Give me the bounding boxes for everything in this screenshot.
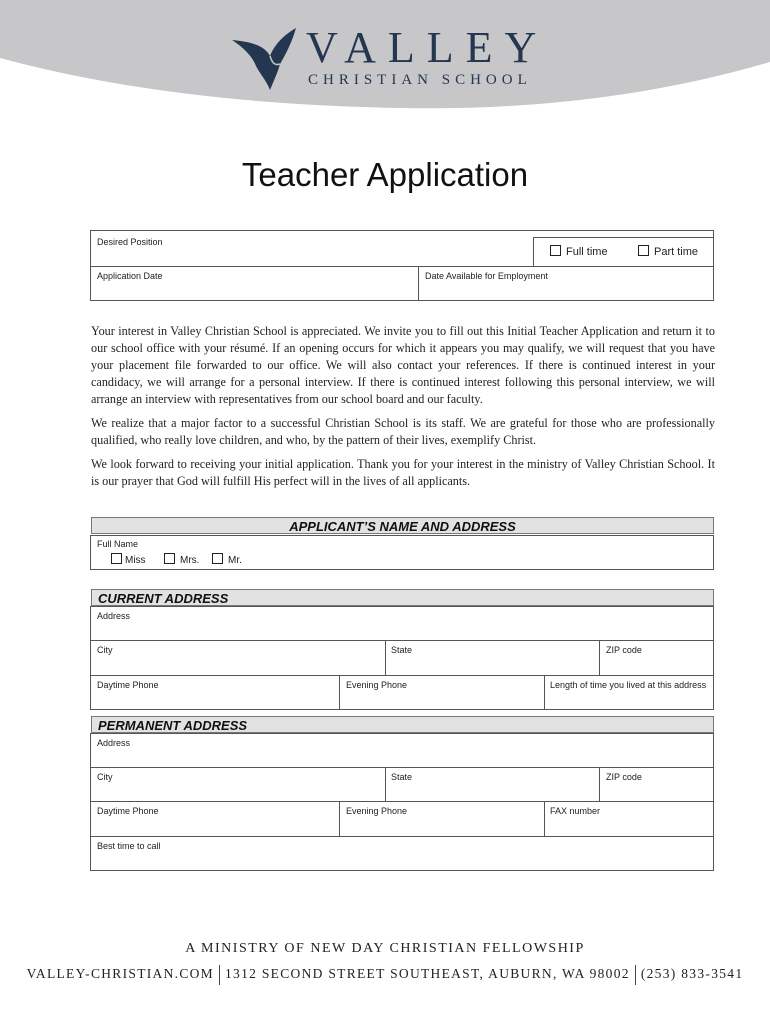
footer-website: VALLEY-CHRISTIAN.COM (26, 966, 214, 982)
eagle-logo-icon (230, 26, 300, 92)
desired-position-field[interactable] (95, 248, 525, 264)
divider (599, 640, 600, 675)
full-time-checkbox[interactable] (550, 245, 561, 256)
current-city-label: City (97, 645, 113, 655)
divider (339, 675, 340, 710)
intro-paragraph-3: We look forward to receiving your initial application. Thank you for your interest in the ministry of Valley Christian School. It is our prayer that God will fulfill His perfect will in the lives of all applicants. (91, 457, 715, 488)
divider (339, 801, 340, 836)
current-address-title: CURRENT ADDRESS (98, 591, 229, 606)
footer-separator (219, 965, 220, 985)
divider (418, 266, 419, 301)
part-time-label: Part time (654, 246, 699, 258)
permanent-zip-label: ZIP code (606, 772, 642, 782)
logo-wordmark: VALLEY (306, 23, 549, 72)
permanent-city-label: City (97, 772, 113, 782)
divider (544, 675, 545, 710)
full-time-label: Full time (566, 246, 608, 258)
divider (90, 801, 714, 802)
applicant-section-header (91, 517, 714, 534)
divider (544, 801, 545, 836)
divider (385, 640, 386, 675)
desired-position-label: Desired Position (97, 237, 163, 247)
current-address-box (90, 606, 714, 710)
part-time-checkbox[interactable] (638, 245, 649, 256)
fax-number-label: FAX number (550, 806, 601, 816)
full-name-label: Full Name (97, 539, 139, 549)
mr-label: Mr. (228, 555, 242, 566)
divider (90, 675, 714, 676)
length-of-time-label: Length of time you lived at this address (550, 680, 707, 690)
date-available-field[interactable] (423, 283, 711, 299)
permanent-address-header (91, 716, 714, 733)
divider (385, 767, 386, 801)
divider (599, 767, 600, 801)
date-available-label: Date Available for Employment (425, 271, 548, 281)
miss-checkbox[interactable] (111, 553, 122, 564)
intro-paragraph-1: Your interest in Valley Christian School is appreciated. We invite you to fill out this Initial Teacher Application and return it to our school office with your résumé. If an opening occurs for which it appears you may qualify, we will request that you have your placement file forwarded to our office. We will also contact your references. If there is continued interest in your candidacy, we will arrange for a personal interview. If there is continued interest following this personal interview, we will arrange an interview with representatives from our school board and our faculty. (91, 324, 715, 406)
mrs-label: Mrs. (180, 555, 200, 566)
footer-ministry: A MINISTRY OF NEW DAY CHRISTIAN FELLOWSHIP (185, 941, 585, 956)
intro-paragraph-2: We realize that a major factor to a successful Christian School is its staff. We are grateful for those who are professionally qualified, who really love children, and who, by the pattern of their lives, exemplify Christ. (91, 416, 715, 447)
current-address-label: Address (97, 611, 131, 621)
footer-separator (635, 965, 636, 985)
divider (90, 767, 714, 768)
permanent-daytime-phone-label: Daytime Phone (97, 806, 159, 816)
logo-subtitle: CHRISTIAN SCHOOL (308, 72, 532, 88)
current-evening-phone-label: Evening Phone (346, 680, 408, 690)
permanent-address-label: Address (97, 738, 131, 748)
applicant-section-title: APPLICANT’S NAME AND ADDRESS (289, 519, 516, 534)
permanent-evening-phone-label: Evening Phone (346, 806, 408, 816)
application-date-label: Application Date (97, 271, 163, 281)
current-state-label: State (391, 645, 413, 655)
permanent-state-label: State (391, 772, 413, 782)
footer-contact (0, 965, 770, 985)
footer-phone: (253) 833-3541 (640, 966, 744, 982)
current-zip-label: ZIP code (606, 645, 642, 655)
permanent-address-box (90, 733, 714, 871)
divider (90, 836, 714, 837)
mrs-checkbox[interactable] (164, 553, 175, 564)
page-title: Teacher Application (241, 156, 529, 193)
mr-checkbox[interactable] (212, 553, 223, 564)
divider (90, 640, 714, 641)
current-address-header (91, 589, 714, 606)
application-date-field[interactable] (95, 283, 413, 299)
permanent-address-title: PERMANENT ADDRESS (98, 718, 248, 733)
miss-label: Miss (125, 555, 146, 566)
footer-street: 1312 SECOND STREET SOUTHEAST, AUBURN, WA 98002 (225, 966, 630, 982)
best-time-label: Best time to call (97, 841, 161, 851)
current-daytime-phone-label: Daytime Phone (97, 680, 159, 690)
